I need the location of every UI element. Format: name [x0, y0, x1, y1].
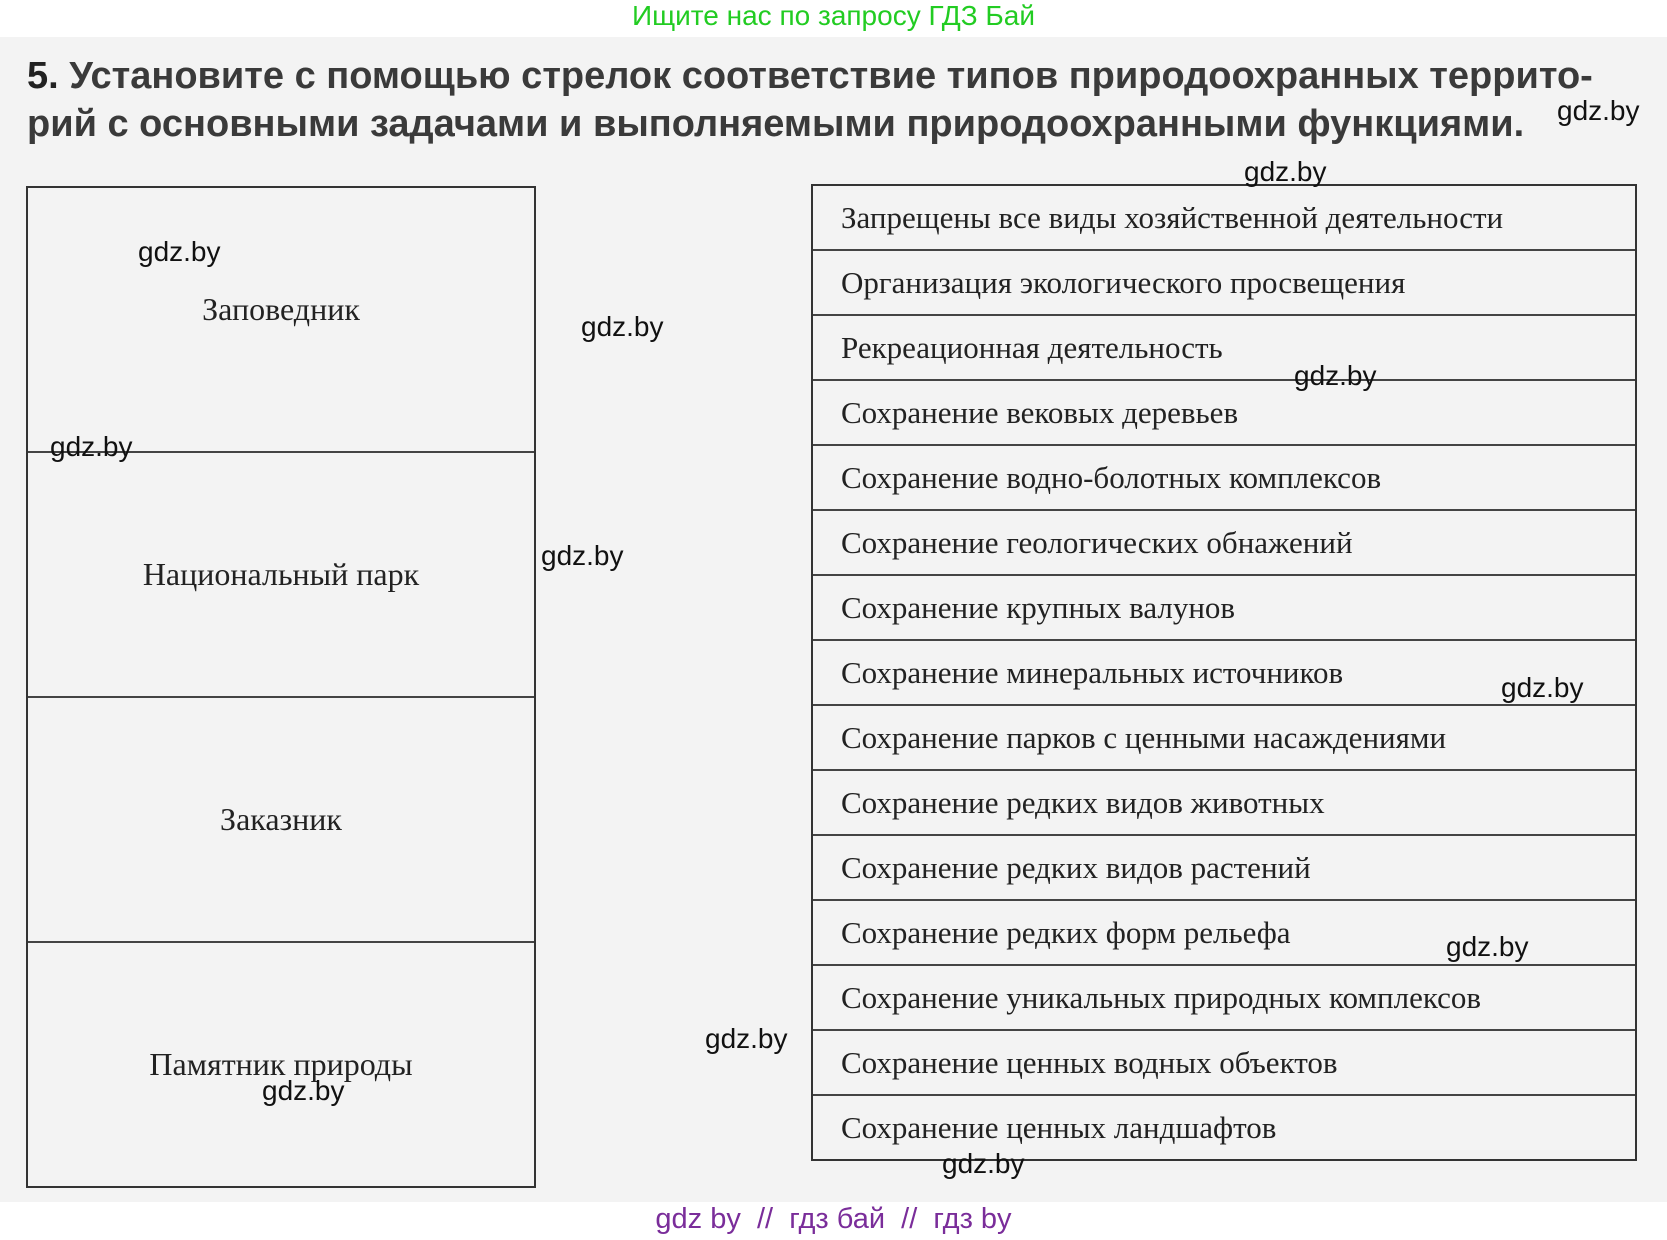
watermark: gdz.by	[138, 236, 221, 267]
function-item: Сохранение ценных водных объектов	[813, 1031, 1635, 1096]
function-item: Сохранение парков с ценными насаждениями	[813, 706, 1635, 771]
function-item: Сохранение вековых деревьев	[813, 381, 1635, 446]
function-item: Сохранение ценных ландшафтов	[841, 1109, 1277, 1145]
function-item: Сохранение геологических обнажений	[813, 511, 1635, 576]
territory-type: Памятник природы	[149, 1046, 413, 1082]
watermark: gdz.by	[1501, 672, 1584, 703]
territory-type: Заповедник	[28, 188, 534, 453]
function-item: Сохранение редких видов животных	[813, 771, 1635, 836]
watermark: gdz.by	[1446, 931, 1529, 962]
function-item: Сохранение уникальных природных комплексов	[813, 966, 1635, 1031]
function-item: Сохранение редких видов растений	[813, 836, 1635, 901]
function-item: Сохранение крупных валунов	[813, 576, 1635, 641]
task-title	[27, 52, 1627, 148]
territory-type: Национальный парк	[28, 453, 534, 698]
watermark: gdz.by	[541, 540, 624, 571]
function-item: Сохранение минеральных источников	[813, 641, 1635, 706]
function-item: Рекреационная деятельность	[813, 316, 1635, 381]
watermark: gdz.by	[1244, 156, 1327, 187]
territory-types-table	[26, 186, 536, 1188]
function-item: Сохранение редких форм рельефа	[813, 901, 1635, 966]
watermark: gdz.by	[1557, 95, 1640, 126]
watermark: gdz.by	[942, 1148, 1025, 1179]
territory-type: Заказник	[28, 698, 534, 943]
watermark: gdz.by	[50, 431, 133, 462]
footer-links: gdz by // гдз бай // гдз by	[655, 1203, 1012, 1235]
task-text: Установите с помощью стрелок соответствие типов природоохранных террито-рий с основными задачами и выполняемыми природоохранными функциями.	[27, 55, 1593, 145]
watermark: gdz.by	[581, 311, 664, 342]
watermark: gdz.by	[705, 1023, 788, 1054]
task-number: 5.	[27, 55, 59, 97]
function-item: Организация экологического просвещения	[813, 251, 1635, 316]
function-item: Сохранение водно-болотных комплексов	[813, 446, 1635, 511]
function-item: Запрещены все виды хозяйственной деятельности	[813, 186, 1635, 251]
search-banner: Ищите нас по запросу ГДЗ Бай	[631, 0, 1036, 31]
watermark: gdz.by	[262, 1075, 345, 1106]
watermark: gdz.by	[1294, 360, 1377, 391]
